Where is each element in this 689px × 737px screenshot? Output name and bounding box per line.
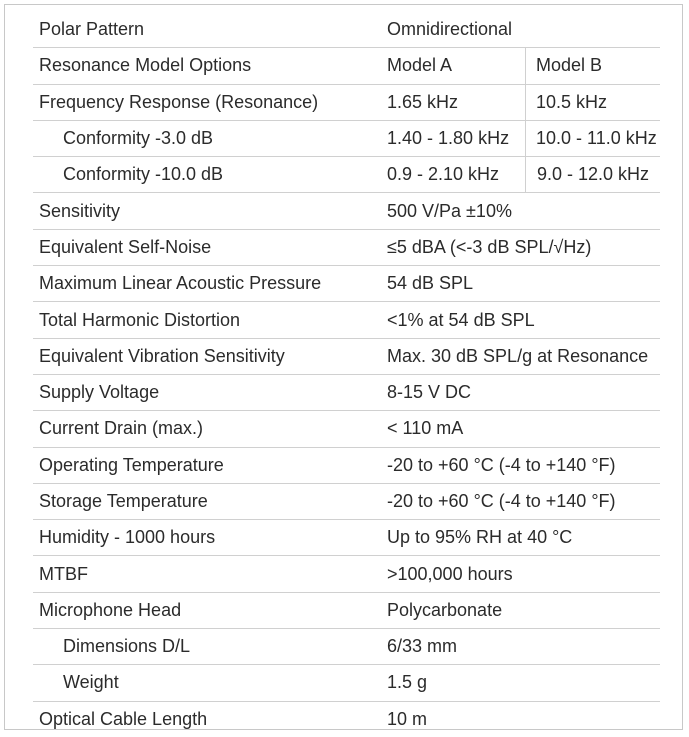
row-label: Supply Voltage bbox=[33, 374, 377, 410]
row-label: Storage Temperature bbox=[33, 483, 377, 519]
table-row bbox=[33, 84, 660, 120]
model-a-value: Model A bbox=[377, 48, 526, 84]
row-label: Total Harmonic Distortion bbox=[33, 302, 377, 338]
row-value: 8-15 V DC bbox=[377, 374, 660, 410]
row-value: 10 m bbox=[387, 708, 428, 729]
row-label: Conformity -10.0 dB bbox=[33, 157, 377, 193]
model-a-value: 1.65 kHz bbox=[377, 84, 526, 120]
table-row bbox=[33, 157, 660, 193]
table-row bbox=[33, 411, 660, 447]
row-label: Conformity -3.0 dB bbox=[33, 120, 377, 156]
row-value: < 110 mA bbox=[377, 411, 660, 447]
row-label: Current Drain (max.) bbox=[33, 411, 377, 447]
row-value: -20 to +60 °C (-4 to +140 °F) bbox=[377, 447, 660, 483]
row-label: Frequency Response (Resonance) bbox=[33, 84, 377, 120]
spec-table bbox=[33, 12, 660, 737]
row-value: 54 dB SPL bbox=[377, 266, 660, 302]
row-value: ≤5 dBA (<-3 dB SPL/√Hz) bbox=[377, 229, 660, 265]
row-value: 1.5 g bbox=[377, 665, 660, 701]
row-value: 6/33 mm bbox=[377, 629, 660, 665]
table-row bbox=[33, 374, 660, 410]
row-label: MTBF bbox=[33, 556, 377, 592]
model-a-value: 0.9 - 2.10 kHz bbox=[377, 157, 526, 193]
row-value: Omnidirectional bbox=[377, 12, 660, 48]
row-label: Polar Pattern bbox=[33, 12, 377, 48]
table-row bbox=[33, 556, 660, 592]
table-row bbox=[33, 120, 660, 156]
row-value: >100,000 hours bbox=[377, 556, 660, 592]
row-label: Equivalent Vibration Sensitivity bbox=[33, 338, 377, 374]
row-value: Max. 30 dB SPL/g at Resonance bbox=[377, 338, 660, 374]
row-label: Weight bbox=[33, 665, 377, 701]
table-row bbox=[33, 447, 660, 483]
table-row bbox=[33, 229, 660, 265]
row-label: Sensitivity bbox=[33, 193, 377, 229]
table-row bbox=[33, 483, 660, 519]
model-b-value: Model B bbox=[526, 48, 661, 84]
row-label: Maximum Linear Acoustic Pressure bbox=[33, 266, 377, 302]
table-row bbox=[33, 302, 660, 338]
model-b-value: 10.0 - 11.0 kHz bbox=[526, 120, 661, 156]
row-label: Dimensions D/L bbox=[33, 629, 377, 665]
row-label: Resonance Model Options bbox=[33, 48, 377, 84]
row-label: Optical Cable Length bbox=[39, 708, 208, 729]
row-label: Operating Temperature bbox=[33, 447, 377, 483]
row-label: Microphone Head bbox=[33, 592, 377, 628]
table-row bbox=[33, 629, 660, 665]
table-row bbox=[33, 520, 660, 556]
model-b-value: 9.0 - 12.0 kHz bbox=[526, 157, 661, 193]
spec-table-frame bbox=[4, 4, 683, 730]
row-value: -20 to +60 °C (-4 to +140 °F) bbox=[377, 483, 660, 519]
model-b-value: 10.5 kHz bbox=[526, 84, 661, 120]
model-a-value: 1.40 - 1.80 kHz bbox=[377, 120, 526, 156]
table-row bbox=[33, 665, 660, 701]
row-label: Equivalent Self-Noise bbox=[33, 229, 377, 265]
row-value: Up to 95% RH at 40 °C bbox=[377, 520, 660, 556]
table-row bbox=[33, 48, 660, 84]
row-value: 500 V/Pa ±10% bbox=[377, 193, 660, 229]
table-row bbox=[33, 701, 660, 737]
row-label: Humidity - 1000 hours bbox=[33, 520, 377, 556]
table-row bbox=[33, 193, 660, 229]
row-value: Polycarbonate bbox=[377, 592, 660, 628]
table-row bbox=[33, 266, 660, 302]
table-row bbox=[33, 338, 660, 374]
table-row bbox=[33, 592, 660, 628]
row-value: <1% at 54 dB SPL bbox=[377, 302, 660, 338]
table-row bbox=[33, 12, 660, 48]
